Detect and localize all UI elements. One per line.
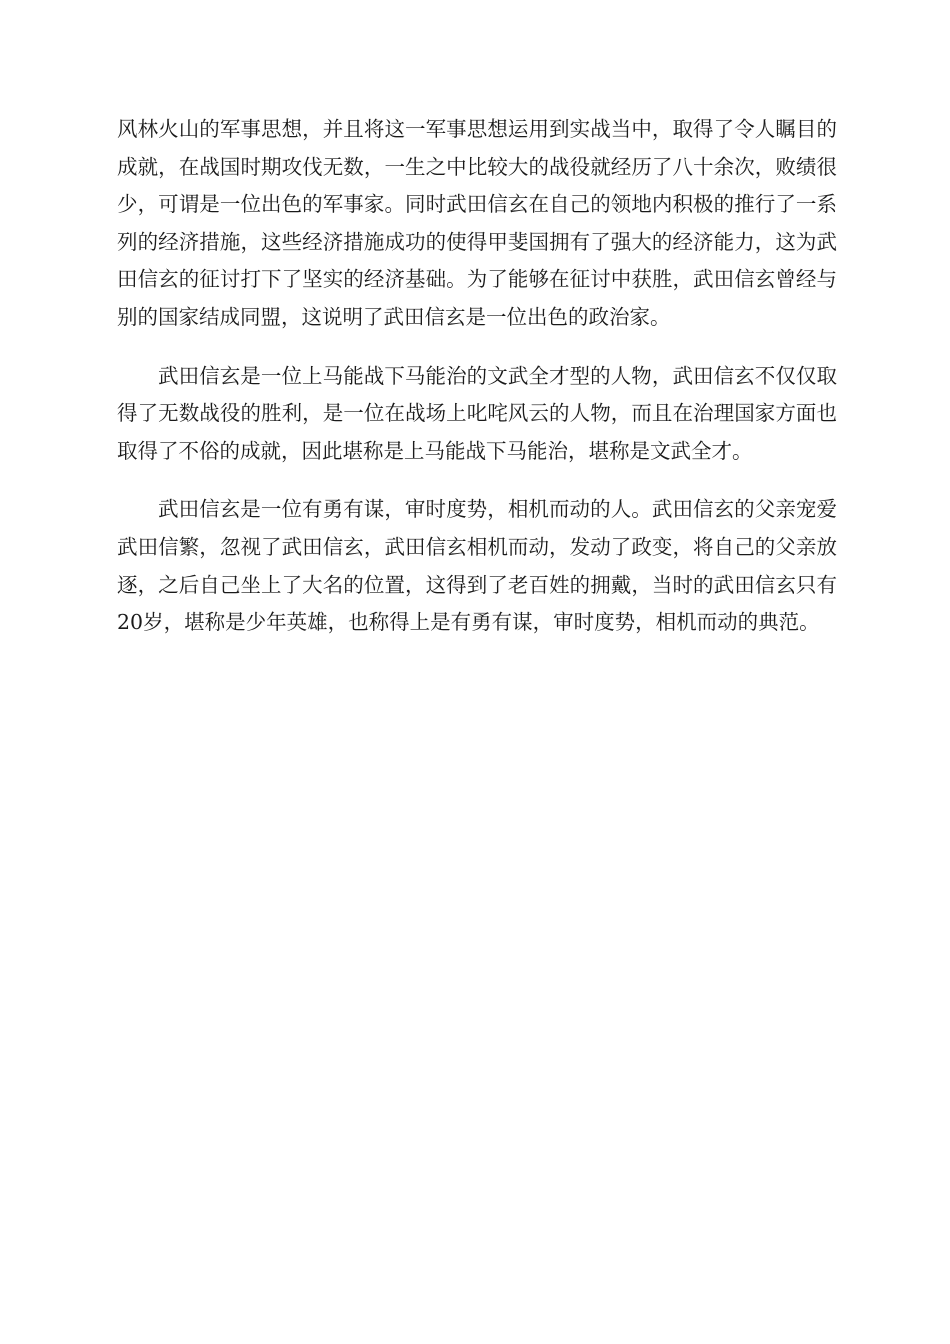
document-body (117, 111, 837, 642)
paragraph-courage-strategy: 武田信玄是一位有勇有谋，审时度势，相机而动的人。武田信玄的父亲宠爱武田信繁，忽视了武田信玄，武田信玄相机而动，发动了政变，将自己的父亲放逐，之后自己坐上了大名的位置，这得到了老百姓的拥戴，当时的武田信玄只有20岁，堪称是少年英雄，也称得上是有勇有谋，审时度势，相机而动的典范。 (117, 497, 837, 635)
paragraph-civil-military-talent: 武田信玄是一位上马能战下马能治的文武全才型的人物，武田信玄不仅仅取得了无数战役的胜利，是一位在战场上叱咤风云的人物，而且在治理国家方面也取得了不俗的成就，因此堪称是上马能战下马能治，堪称是文武全才。 (117, 363, 837, 463)
paragraph-continuation: 风林火山的军事思想，并且将这一军事思想运用到实战当中，取得了令人瞩目的成就，在战国时期攻伐无数，一生之中比较大的战役就经历了八十余次，败绩很少，可谓是一位出色的军事家。同时武田信玄在自己的领地内积极的推行了一系列的经济措施，这些经济措施成功的使得甲斐国拥有了强大的经济能力，这为武田信玄的征讨打下了坚实的经济基础。为了能够在征讨中获胜，武田信玄曾经与别的国家结成同盟，这说明了武田信玄是一位出色的政治家。 (117, 117, 837, 329)
